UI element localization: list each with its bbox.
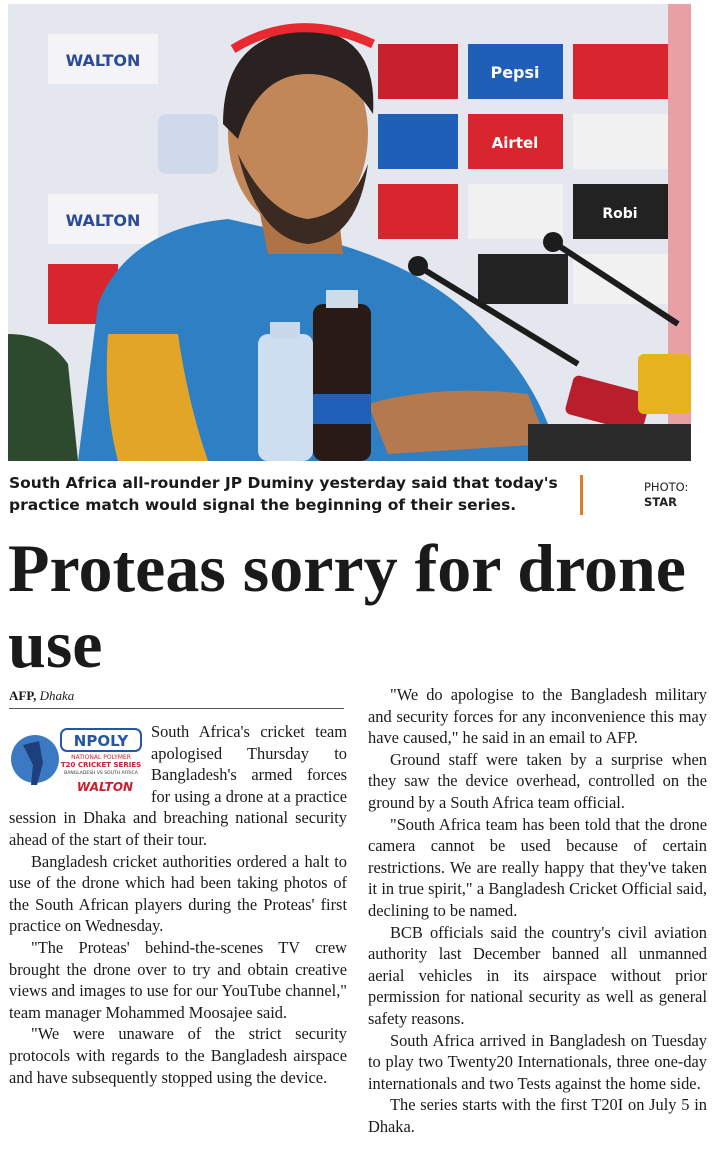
- svg-text:Pepsi: Pepsi: [490, 63, 540, 82]
- article-paragraph: The series starts with the first T20I on July 5 in Dhaka.: [368, 1095, 707, 1136]
- byline: [9, 688, 74, 704]
- svg-text:WALTON: WALTON: [76, 780, 134, 794]
- article-paragraph: "We do apologise to the Bangladesh military and security forces for any inconvenience this may have caused," he said in an email to AFP.: [368, 685, 707, 748]
- article-column-2: [368, 684, 707, 1137]
- press-conference-photo: [8, 4, 691, 461]
- caption-divider: [580, 475, 583, 515]
- svg-text:T20 CRICKET SERIES: T20 CRICKET SERIES: [60, 761, 142, 769]
- svg-text:WALTON: WALTON: [65, 51, 141, 70]
- svg-text:NPOLY: NPOLY: [73, 732, 129, 750]
- series-logo: [9, 723, 145, 797]
- article-paragraph: South Africa's cricket team apologised Thursday to Bangladesh's armed forces for using a drone at a practice session in Dhaka and breaching national security ahead of the start of their tour.: [9, 722, 347, 849]
- article-paragraph: Bangladesh cricket authorities ordered a halt to use of the drone which had been taking photos of the South African players during the Proteas' first practice on Wednesday.: [9, 851, 347, 936]
- photo-caption: South Africa all-rounder JP Duminy yesterday said that today's practice match would signal the beginning of their series.: [9, 474, 558, 514]
- byline-agency: AFP,: [9, 688, 37, 703]
- photo-credit: [644, 480, 688, 510]
- article-paragraph: Ground staff were taken by a surprise when they saw the device overhead, controlled on the ground by a South Africa team official.: [368, 749, 707, 812]
- article-paragraph: "The Proteas' behind-the-scenes TV crew brought the drone over to try and obtain creative views and images to use for our YouTube channel," team manager Mohammed Moosajee said.: [9, 937, 347, 1022]
- svg-text:NATIONAL POLYMER: NATIONAL POLYMER: [71, 754, 131, 761]
- svg-text:Airtel: Airtel: [491, 134, 539, 152]
- article-column-1: [9, 721, 347, 1088]
- article-paragraph: "We were unaware of the strict security protocols with regards to the Bangladesh airspace and have subsequently stopped using the device.: [9, 1024, 347, 1087]
- svg-text:WALTON: WALTON: [65, 211, 141, 230]
- article-paragraph: "South Africa team has been told that the drone camera cannot be used because of certain restrictions. We are really happy that they've taken it in true spirit," a Bangladesh Cricket Official said, declining to be named.: [368, 814, 707, 920]
- photo-credit-source: STAR: [644, 495, 677, 509]
- svg-text:BANGLADESH VS SOUTH AFRICA: BANGLADESH VS SOUTH AFRICA: [64, 771, 138, 776]
- byline-place: Dhaka: [39, 688, 75, 703]
- article-paragraph: BCB officials said the country's civil aviation authority last December banned all unmanned aerial vehicles in its airspace without prior permission for national security as well as general safety reasons.: [368, 922, 707, 1028]
- photo-credit-label: PHOTO:: [644, 480, 689, 494]
- byline-rule: [9, 708, 344, 709]
- headline: Proteas sorry for drone use: [8, 530, 686, 682]
- svg-text:Robi: Robi: [602, 206, 638, 222]
- article-paragraph: South Africa arrived in Bangladesh on Tuesday to play two Twenty20 Internationals, three one-day internationals and two Tests against the home side.: [368, 1030, 707, 1093]
